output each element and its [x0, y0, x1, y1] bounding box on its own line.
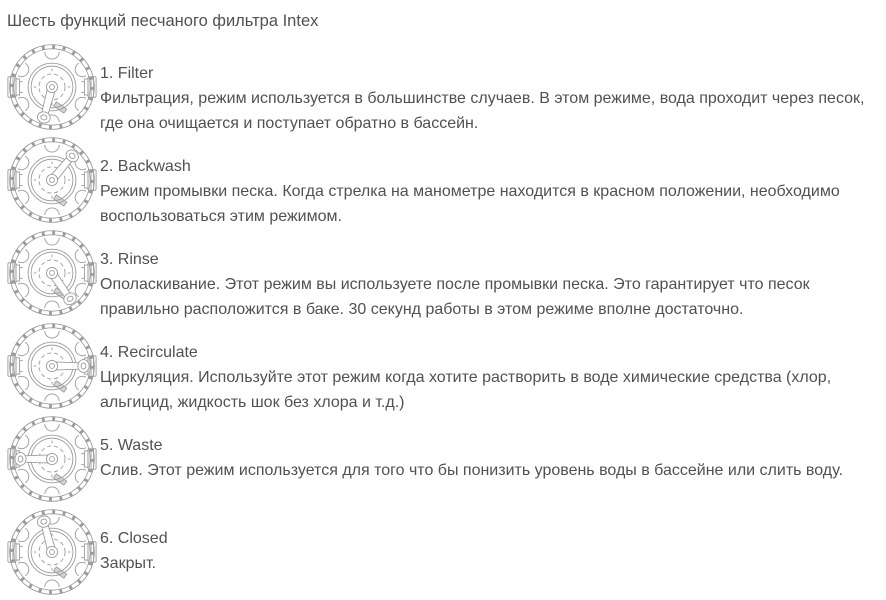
item-title: 4. Recirculate	[100, 344, 198, 361]
list-item	[7, 42, 880, 135]
item-description: Фильтрация, режим используется в большинстве случаев. В этом режиме, вода проходит через песок, где она очищается и поступает обратно в бассейн.	[100, 90, 865, 132]
valve-closed-icon	[7, 507, 97, 597]
item-description: Циркуляция. Используйте этот режим когда хотите растворить в воде химические средства (хлор, альгицид, жидкость шок без хлора и т.д.)	[100, 369, 832, 411]
item-description: Режим промывки песка. Когда стрелка на манометре находится в красном положении, необходимо воспользоваться этим режимом.	[100, 183, 840, 225]
item-text	[97, 42, 880, 136]
item-title: 3. Rinse	[100, 251, 159, 268]
page-title: Шесть функций песчаного фильтра Intex	[7, 12, 319, 30]
item-description: Закрыт.	[100, 555, 156, 572]
list-item	[7, 321, 880, 414]
item-title: 1. Filter	[100, 65, 154, 82]
item-text	[97, 321, 880, 415]
valve-filter-icon	[7, 42, 97, 132]
valve-rinse-icon	[7, 228, 97, 318]
item-title: 5. Waste	[100, 437, 163, 454]
valve-handle	[15, 453, 58, 466]
list-item	[7, 507, 880, 600]
valve-handle	[36, 515, 60, 560]
item-description: Ополаскивание. Этот режим вы используете после промывки песка. Это гарантирует что песок правильно расположится в баке. 30 секунд работы в этом режиме вполне достаточно.	[100, 276, 810, 318]
list-item	[7, 135, 880, 228]
valve-recirculate-icon	[7, 321, 97, 411]
item-description: Слив. Этот режим используется для того что бы понизить уровень воды в бассейне или слить воду.	[100, 462, 843, 479]
content	[7, 9, 880, 600]
valve-waste-icon	[7, 414, 97, 504]
item-text	[97, 228, 880, 322]
list-item	[7, 228, 880, 321]
item-title: 2. Backwash	[100, 158, 191, 175]
item-text	[97, 414, 843, 483]
valve-handle	[43, 147, 80, 188]
item-title: 6. Closed	[100, 530, 168, 547]
valve-backwash-icon	[7, 135, 97, 225]
valve-functions-list	[7, 42, 880, 600]
item-text	[97, 135, 880, 229]
item-text	[97, 507, 168, 576]
valve-handle	[46, 360, 89, 373]
list-item	[7, 414, 880, 507]
